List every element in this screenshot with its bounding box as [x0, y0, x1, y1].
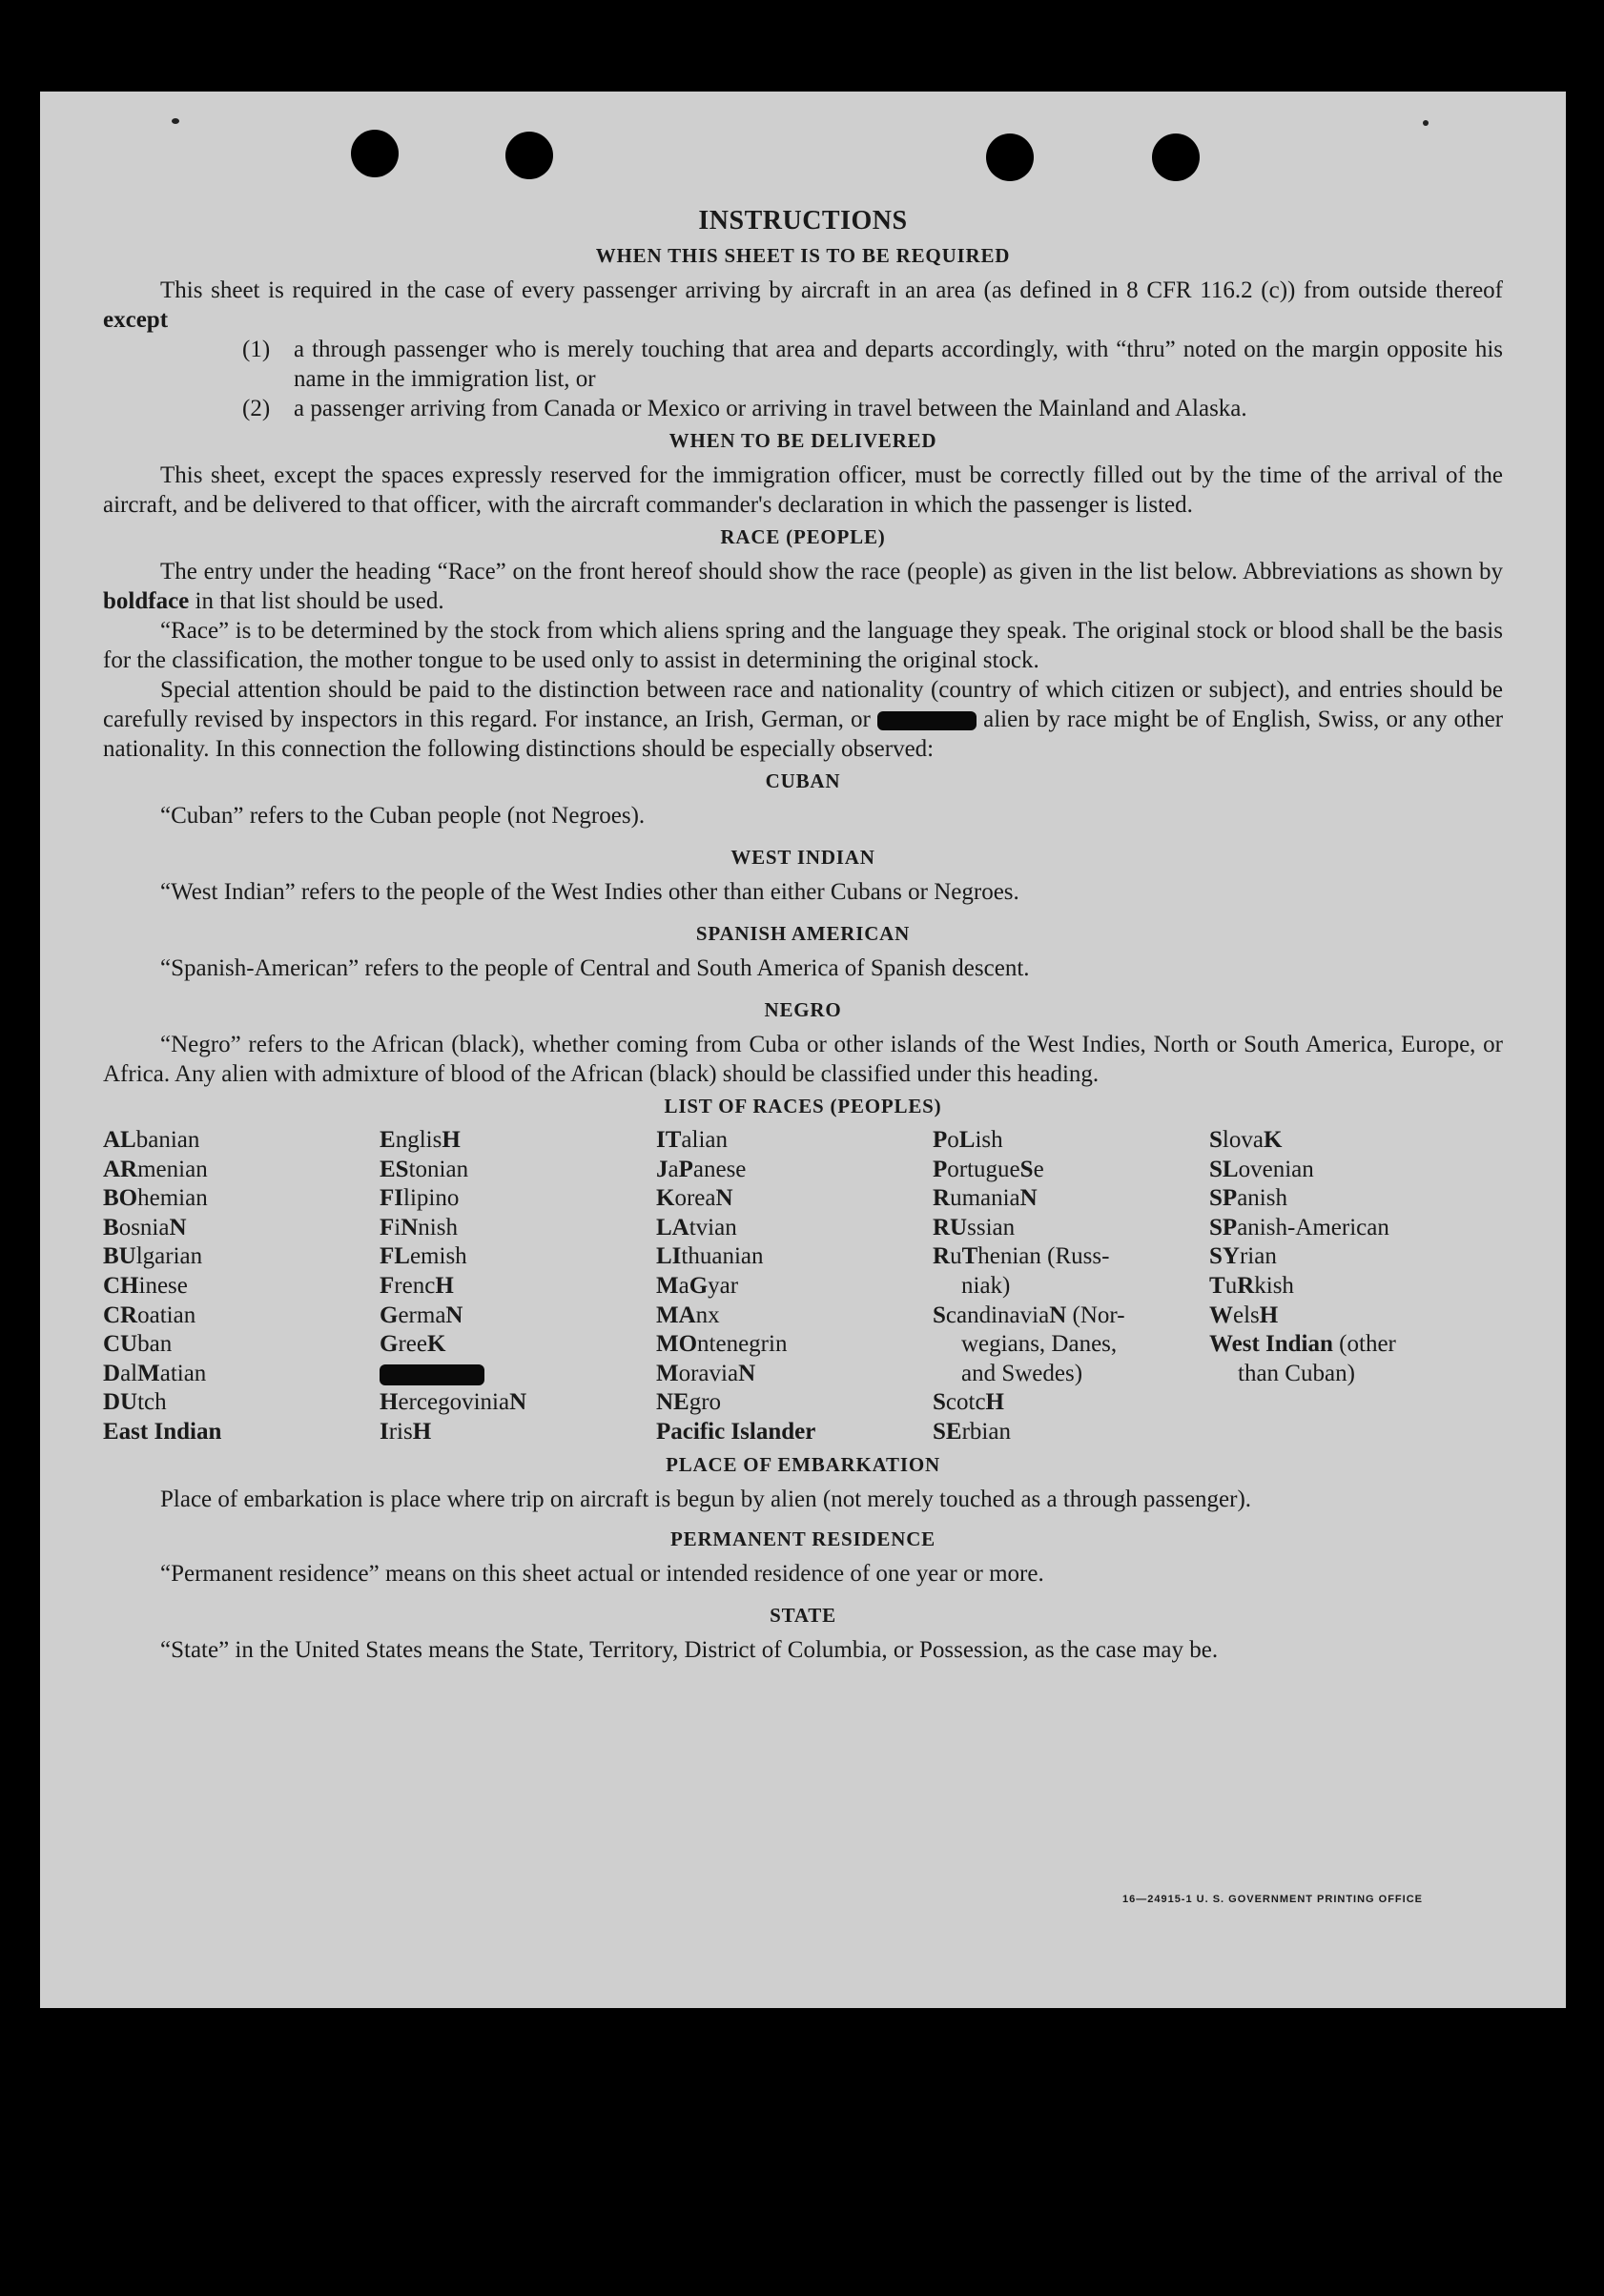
race-entry: niak): [961, 1272, 1011, 1299]
race-entry: EnglisH: [380, 1127, 461, 1153]
required-item-2: [103, 394, 1503, 423]
heading-west-indian: WEST INDIAN: [730, 846, 875, 869]
west-indian-text: “West Indian” refers to the people of the West Indies other than either Cubans or Negroes.: [160, 879, 1019, 905]
race-entry: [380, 1360, 656, 1389]
race-entry: CRoatian: [103, 1302, 196, 1328]
races-column-1: [103, 1126, 380, 1447]
race-entry: DUtch: [103, 1389, 167, 1416]
required-intro: [103, 276, 1503, 335]
speck: [1423, 120, 1429, 126]
item-number: (1): [242, 337, 271, 362]
heading-spanish-american: SPANISH AMERICAN: [695, 922, 911, 945]
race-entry: GermaN: [380, 1302, 463, 1328]
race-entry: CUban: [103, 1331, 173, 1358]
delivered-text: This sheet, except the spaces expressly reserved for the immigration officer, must be correctly filled out by the time of the arrival of the aircraft, and be delivered to that officer, with the aircraft commander's declaration in which the passenger is listed.: [103, 462, 1503, 518]
item-number: (2): [242, 396, 271, 421]
race-entry: and Swedes): [961, 1360, 1083, 1386]
race-entry: MaGyar: [656, 1272, 739, 1299]
race-entry: BOhemian: [103, 1185, 208, 1212]
residence-text: “Permanent residence” means on this sheet actual or intended residence of one year or more.: [160, 1560, 1044, 1587]
page-title: INSTRUCTIONS: [698, 206, 908, 236]
heading-delivered: WHEN TO BE DELIVERED: [668, 429, 937, 452]
race-entry: LAtvian: [656, 1214, 737, 1240]
race-entry: ALbanian: [103, 1127, 200, 1153]
state-text: “State” in the United States means the State, Territory, District of Columbia, or Possession, as the case may be.: [160, 1636, 1219, 1663]
cuban-text: “Cuban” refers to the Cuban people (not Negroes).: [160, 803, 646, 829]
heading-residence: PERMANENT RESIDENCE: [670, 1527, 936, 1550]
race-entry: FIlipino: [380, 1185, 460, 1212]
races-column-3: [656, 1126, 933, 1447]
race-entry: ScotcH: [933, 1389, 1004, 1416]
race-entry: MoraviaN: [656, 1360, 756, 1386]
race-entry: EStonian: [380, 1156, 469, 1182]
race-entry: SlovaK: [1209, 1127, 1283, 1153]
race-entry: CHinese: [103, 1272, 188, 1299]
race-entry: East Indian: [103, 1418, 222, 1445]
race-paragraph-3: [103, 675, 1503, 764]
heading-cuban: CUBAN: [765, 769, 841, 792]
spanish-american-text: “Spanish-American” refers to the people of Central and South America of Spanish descent.: [160, 955, 1030, 981]
speck: [172, 118, 179, 124]
races-column-5: [1209, 1126, 1486, 1447]
race-entry: NEgro: [656, 1389, 722, 1416]
races-column-4: [933, 1126, 1209, 1447]
race-entry: SPanish: [1209, 1185, 1287, 1212]
race-p1-text-b: in that list should be used.: [195, 588, 444, 614]
punch-hole: [351, 130, 399, 177]
race-entry: WelsH: [1209, 1302, 1279, 1328]
punch-hole: [986, 133, 1034, 181]
races-list: [103, 1126, 1503, 1447]
heading-race: RACE (PEOPLE): [720, 525, 886, 548]
race-entry: BUlgarian: [103, 1243, 203, 1270]
required-item-1: [103, 335, 1503, 394]
heading-negro: NEGRO: [764, 998, 842, 1021]
race-entry: FiNnish: [380, 1214, 458, 1240]
race-entry: SLovenian: [1209, 1156, 1314, 1182]
race-entry: wegians, Danes,: [961, 1331, 1118, 1358]
negro-text: “Negro” refers to the African (black), whether coming from Cuba or other islands of the West Indies, North or South America, Europe, or Africa. Any alien with admixture of blood of the African (black) should be classified under this heading.: [103, 1032, 1503, 1087]
races-column-2: [380, 1126, 656, 1447]
race-entry: SYrian: [1209, 1243, 1277, 1270]
race-paragraph-2: “Race” is to be determined by the stock from which aliens spring and the language they speak. The original stock or blood shall be the basis for the classification, the mother tongue to be used only to assist in determining the original stock.: [103, 618, 1503, 673]
race-entry: PortugueSe: [933, 1156, 1044, 1182]
race-entry: GreeK: [380, 1331, 446, 1358]
race-entry: RuThenian (Russ-: [933, 1243, 1110, 1270]
race-entry: Pacific Islander: [656, 1418, 816, 1445]
race-entry: KoreaN: [656, 1185, 733, 1212]
race-entry: ARmenian: [103, 1156, 208, 1182]
race-p1-bold: boldface: [103, 588, 190, 614]
required-intro-bold: except: [103, 307, 169, 333]
race-p3-text-a: Special attention should be paid to the distinction between race and nationality (country of which citizen or subject), and entries should be carefully revised by inspectors in this regard. For instance, an Irish, German, or: [103, 677, 1503, 732]
race-entry: FrencH: [380, 1272, 454, 1299]
race-entry: JaPanese: [656, 1156, 747, 1182]
race-paragraph-1: [103, 557, 1503, 616]
race-entry: ITalian: [656, 1127, 728, 1153]
race-p3-text-b: alien by race might be of English, Swiss, or any other nationality. In this connection the following distinctions should be especially observed:: [103, 707, 1504, 762]
heading-embarkation: PLACE OF EMBARKATION: [666, 1452, 940, 1476]
race-entry: MOntenegrin: [656, 1331, 788, 1358]
item-text: a through passenger who is merely touching that area and departs accordingly, with “thru” noted on the margin opposite his name in the immigration list, or: [294, 337, 1503, 392]
race-entry: DalMatian: [103, 1360, 207, 1386]
race-entry: SErbian: [933, 1418, 1011, 1445]
race-entry: PoLish: [933, 1127, 1003, 1153]
race-entry: ScandinaviaN (Nor-: [933, 1302, 1125, 1328]
heading-required: WHEN THIS SHEET IS TO BE REQUIRED: [595, 244, 1011, 267]
document-sheet: [40, 92, 1566, 2008]
race-entry: RumaniaN: [933, 1185, 1038, 1212]
heading-list-of-races: LIST OF RACES (PEOPLES): [664, 1095, 942, 1117]
race-entry: FLemish: [380, 1243, 467, 1270]
heading-state: STATE: [770, 1603, 836, 1627]
race-entry: BosniaN: [103, 1214, 187, 1240]
printer-imprint: 16—24915-1 U. S. GOVERNMENT PRINTING OFFICE: [1121, 1894, 1423, 1905]
redaction-mark: [380, 1364, 484, 1385]
race-entry: LIthuanian: [656, 1243, 764, 1270]
punch-hole: [1152, 133, 1200, 181]
race-entry: HercegoviniaN: [380, 1389, 527, 1416]
required-intro-text: This sheet is required in the case of every passenger arriving by aircraft in an area (as defined in 8 CFR 116.2 (c)) from outside thereof: [160, 277, 1503, 303]
embarkation-text: Place of embarkation is place where trip on aircraft is begun by alien (not merely touched as a through passenger).: [160, 1486, 1252, 1512]
race-entry: SPanish-American: [1209, 1214, 1389, 1240]
race-entry: RUssian: [933, 1214, 1016, 1240]
race-entry: than Cuban): [1238, 1360, 1355, 1386]
punch-hole: [505, 132, 553, 179]
race-entry: IrisH: [380, 1418, 432, 1445]
race-entry: West Indian (other: [1209, 1331, 1396, 1358]
redaction-mark: [877, 711, 977, 730]
item-text: a passenger arriving from Canada or Mexico or arriving in travel between the Mainland and Alaska.: [294, 396, 1247, 421]
race-p1-text-a: The entry under the heading “Race” on the front hereof should show the race (people) as given in the list below. Abbreviations as shown by: [160, 559, 1503, 584]
race-entry: TuRkish: [1209, 1272, 1294, 1299]
race-entry: MAnx: [656, 1302, 720, 1328]
